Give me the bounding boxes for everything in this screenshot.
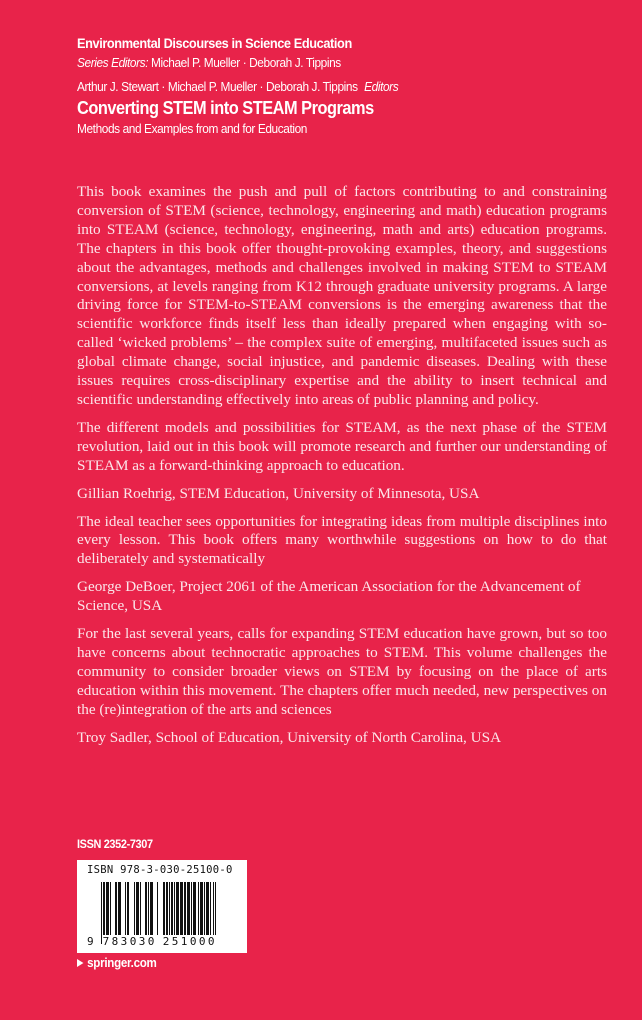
barcode-bars [101,882,237,942]
book-editors [77,78,398,96]
issn-number: ISSN 2352-7307 [77,837,153,851]
blurb-text [77,183,607,756]
book-description: This book examines the push and pull of factors contributing to and constraining conversion of STEM (science, technology, engineering and math) education programs into STEAM (science, technology, engineering, math and arts) education programs. The chapters in this book offer thought-provoking examples, theory, and suggestions about the advantages, methods and challenges involved in making STEM to STEAM conversions, at levels ranging from K12 through graduate university programs. A large driving force for STEM-to-STEAM conversions is the emerging awareness that the scientific workforce finds itself less than ideally prepared when engaging with so-called ‘wicked problems’ – the complex suite of emerging, multifaceted issues such as global climate change, social injustice, and pandemic diseases. Dealing with these issues requires cross-disciplinary expertise and the ability to insert technical and scientific understanding effectively into areas of public planning and policy. [77,183,607,408]
isbn-barcode [77,860,247,953]
review-quote: For the last several years, calls for expanding STEM education have grown, but so too have concerns about technocratic approaches to STEM. This volume challenges the community to consider broader views on STEM by focusing on the place of arts education within this movement. The chapters offer much needed, new perspectives on the (re)integration of the arts and sciences [77,625,607,718]
cover-header [77,34,434,138]
review-attribution: Gillian Roehrig, STEM Education, University of Minnesota, USA [77,484,480,502]
review-attribution: George DeBoer, Project 2061 of the American Association for the Advancement of Science, USA [77,578,581,615]
book-editors-role: Editors [364,79,399,94]
series-title: Environmental Discourses in Science Education [77,36,352,52]
barcode-digits [87,935,218,948]
review-attribution: Troy Sadler, School of Education, University of North Carolina, USA [77,728,502,746]
series-editors [77,54,398,72]
book-editors-names: Arthur J. Stewart · Michael P. Mueller · Deborah J. Tippins [77,79,358,94]
barcode-digit-group-2: 251000 [162,935,217,948]
barcode-digit-group-1: 783030 [102,935,157,948]
springer-website-link[interactable] [77,956,157,970]
book-title: Converting STEM into STEAM Programs [77,97,374,118]
review-quote: The ideal teacher sees opportunities for integrating ideas from multiple disciplines into every lesson. This book offers many worthwhile suggestions on how to do that deliberately and systematically [77,512,607,568]
series-editors-label: Series Editors: [77,55,149,70]
isbn-label: ISBN 978-3-030-25100-0 [87,864,233,876]
book-subtitle: Methods and Examples from and for Education [77,121,307,136]
review-quote: The different models and possibilities for STEAM, as the next phase of the STEM revolution, laid out in this book will promote research and further our understanding of STEAM as a forward-thinking approach to education. [77,418,607,474]
barcode-digit-prefix: 9 [87,935,94,948]
series-editors-names: Michael P. Mueller · Deborah J. Tippins [151,55,341,70]
triangle-arrow-icon [77,959,83,967]
springer-link-text: springer.com [87,956,157,970]
